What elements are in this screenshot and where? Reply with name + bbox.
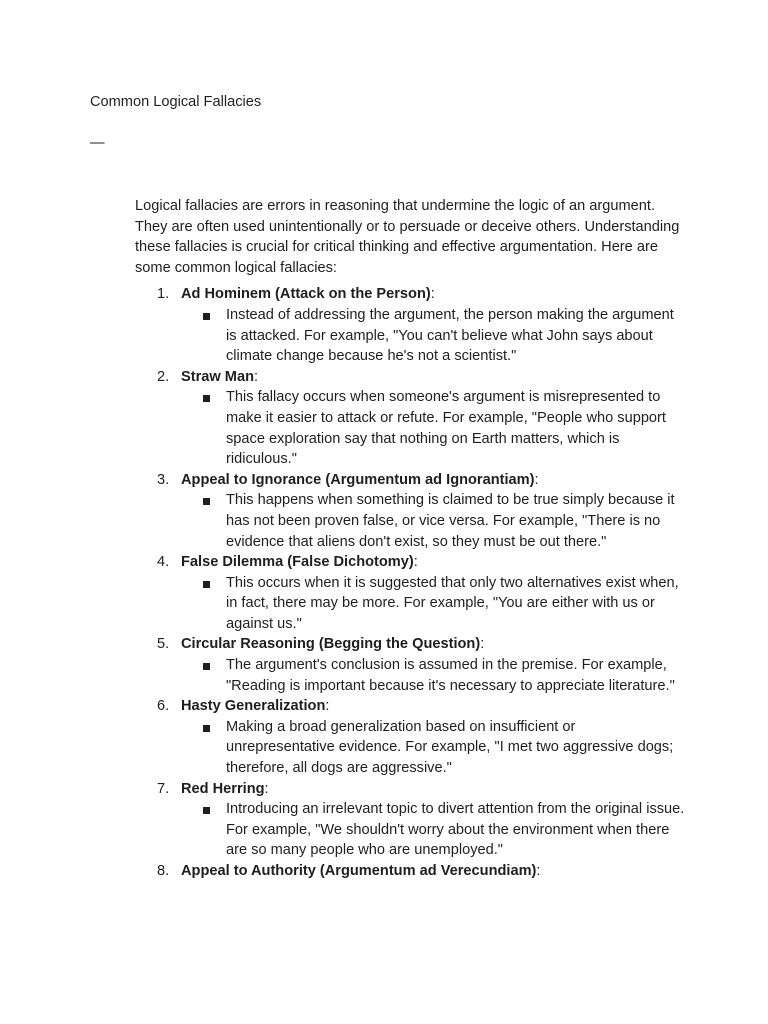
detail-item: [181, 573, 685, 635]
list-item: [135, 634, 685, 696]
detail-list: [181, 799, 685, 861]
detail-text: Instead of addressing the argument, the person making the argument is attacked. For example, "You can't believe what John says about climate change because he's not a scientist.": [226, 306, 674, 365]
square-bullet-icon: [203, 581, 210, 588]
detail-text: This occurs when it is suggested that only two alternatives exist when, in fact, there may be more. For example, "You are either with us or against us.": [226, 574, 679, 632]
square-bullet-icon: [203, 313, 210, 320]
term-colon: :: [536, 863, 541, 879]
list-item: [135, 696, 685, 778]
detail-text: The argument's conclusion is assumed in the premise. For example, "Reading is important because it's necessary to appreciate literature.": [226, 657, 675, 694]
item-number: 1.: [157, 286, 170, 303]
fallacy-term: Hasty Generalization: [181, 698, 326, 715]
fallacy-term: Straw Man: [181, 368, 254, 385]
item-number: 7.: [157, 780, 170, 797]
square-bullet-icon: [203, 663, 210, 670]
square-bullet-icon: [203, 395, 210, 402]
fallacy-list: [135, 284, 685, 881]
term-colon: :: [325, 698, 330, 715]
item-number: 4.: [157, 554, 170, 571]
list-item: [135, 367, 685, 470]
detail-item: [181, 655, 685, 696]
term-colon: :: [430, 286, 435, 303]
fallacy-term: Red Herring: [181, 780, 265, 797]
detail-text: Making a broad generalization based on insufficient or unrepresentative evidence. For example, "I met two aggressive dogs; therefore, all dogs are aggressive.": [226, 718, 674, 777]
item-number: 2.: [157, 368, 170, 385]
detail-text: This happens when something is claimed to be true simply because it has not been proven false, or vice versa. For example, "There is no evidence that aliens don't exist, so they must be out there.": [226, 492, 675, 550]
list-item: [135, 284, 685, 366]
detail-item: [181, 717, 685, 779]
list-item: [135, 861, 685, 882]
intro-paragraph: Logical fallacies are errors in reasoning that undermine the logic of an argument. They are often used unintentionally or to persuade or deceive others. Understanding these fallacies is crucial for critical thinking and effective argumentation. Here are some common logical fallacies:: [135, 198, 680, 276]
document-title: Common Logical Fallacies: [90, 94, 262, 110]
separator-dash: —: [90, 135, 105, 151]
detail-list: [181, 573, 685, 635]
fallacy-term: Circular Reasoning (Begging the Question): [181, 636, 481, 653]
fallacy-term: Appeal to Authority (Argumentum ad Verecundiam): [181, 863, 537, 879]
square-bullet-icon: [203, 725, 210, 732]
document-body: [135, 196, 685, 882]
item-number: 3.: [157, 471, 170, 488]
detail-item: [181, 799, 685, 861]
term-colon: :: [534, 471, 539, 488]
detail-text: This fallacy occurs when someone's argument is misrepresented to make it easier to attack or refute. For example, "People who support space exploration say that nothing on Earth matters, which is ridiculous.": [226, 389, 666, 468]
item-number: 6.: [157, 698, 170, 715]
list-item: [135, 552, 685, 634]
detail-text: Introducing an irrelevant topic to divert attention from the original issue. For example, "We shouldn't worry about the environment when there are so many people who are unemployed.": [226, 801, 685, 859]
square-bullet-icon: [203, 498, 210, 505]
fallacy-term: Appeal to Ignorance (Argumentum ad Ignorantiam): [181, 471, 535, 488]
detail-item: [181, 305, 685, 367]
list-item: [135, 470, 685, 552]
term-colon: :: [413, 554, 418, 571]
item-number: 8.: [157, 863, 170, 879]
fallacy-term: False Dilemma (False Dichotomy): [181, 554, 414, 571]
detail-list: [181, 490, 685, 552]
term-colon: :: [253, 368, 259, 385]
item-number: 5.: [157, 636, 170, 653]
list-item: [135, 779, 685, 861]
fallacy-term: Ad Hominem (Attack on the Person): [181, 286, 431, 303]
detail-list: [181, 387, 685, 469]
detail-list: [181, 305, 685, 367]
term-colon: :: [264, 780, 269, 797]
detail-list: [181, 655, 685, 696]
detail-list: [181, 717, 685, 779]
term-colon: :: [480, 636, 485, 653]
square-bullet-icon: [203, 807, 210, 814]
detail-item: [181, 387, 685, 469]
detail-item: [181, 490, 685, 552]
